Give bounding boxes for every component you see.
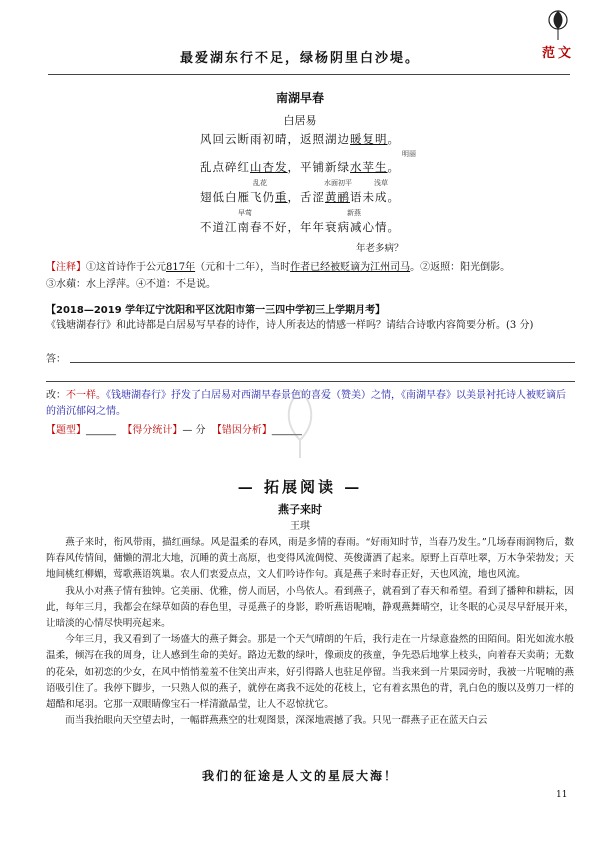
page-number: 11 <box>556 790 568 800</box>
score-blank[interactable]: — 分 <box>182 425 206 436</box>
header-motto: 最爱湖东行不足，绿杨阴里白沙堤。 <box>179 51 420 66</box>
gloss-grass: 浅草 <box>374 179 388 187</box>
answer-label: 答： <box>46 354 66 365</box>
notes-text: ①这首诗作于公元 <box>86 262 166 273</box>
gloss-water: 水面初平 <box>324 179 352 187</box>
gloss-flowers: 乱花 <box>253 179 267 187</box>
correction-label: 改： <box>46 390 66 401</box>
article-title: 燕子来时 <box>278 503 322 516</box>
type-blank[interactable]: ______ <box>86 425 116 436</box>
question-title: 【2018—2019 学年辽宁沈阳和平区沈阳市第一三四中学初三上学期月考】 <box>46 305 386 316</box>
poem-text: 风回云断雨初晴，返照湖边 <box>200 132 350 146</box>
poem-underlined: 水苹生 <box>350 160 388 174</box>
article-paragraph: 而当我抬眼向天空望去时，一幅群燕燕空的壮观图景，深深地震撼了我。只见一群燕子正在蓝天白云 <box>65 715 488 727</box>
section-title: — 拓展阅读 — <box>237 478 363 496</box>
poem-text: 乱点碎红 <box>200 160 250 174</box>
question-body: 《钱塘湖春行》和此诗都是白居易写早春的诗作，诗人所表达的情感一样吗？请结合诗歌内容简要分析。(3 分) <box>46 320 534 331</box>
poem-line-3 <box>0 189 600 205</box>
poem-text: 。 <box>387 132 400 146</box>
correction-text: 不一样。 <box>66 390 106 401</box>
poem-line-4 <box>0 219 600 235</box>
notes-text: 。②返照：阳光倒影。 <box>410 262 511 273</box>
notes-highlight: 作者已经被贬谪为江州司马 <box>290 262 411 273</box>
article-paragraph: 我从小对燕子情有独钟。它美丽、优雅，傍人而居，小鸟依人。看到燕子，就看到了春天和希望。看到了播种和耕耘，因此，每年三月，我都会在绿草如茵的春色里，寻觅燕子的身影，聆听燕语呢喃，静观燕舞晴空，让冬眠的心灵尽早舒展开来，让暗淡的心情尽快明亮起来。 <box>46 585 574 630</box>
score-label: 【得分统计】 <box>122 425 183 436</box>
article-paragraph: 燕子来时，衔风带雨，描红画绿。风是温柔的春风，雨是多情的春雨。“好雨知时节，当春乃发生。”几场春雨润物后，数阵春风传情间，傭懒的渭北大地，沉睡的黄土高原，也变得风流倜傥、英俊潇洒了起来。原野上百草吐翠，万木争荣勃发；天地间桃红柳媚，莺歌燕语筑巢。农人们衷爱点点，文人们吟诗作句。真是燕子来时春正好，天也风流，地也风流。 <box>46 537 574 581</box>
notes-text: ，当时 <box>260 262 291 273</box>
poem-text: 语未成。 <box>350 190 400 204</box>
poem-underlined: 黄鹂 <box>325 190 350 204</box>
poem-title: 南湖早春 <box>275 91 324 105</box>
article-body <box>46 535 574 729</box>
header-divider <box>48 74 570 75</box>
correction-text: 《钱塘湖春行》抒发了白居易对西湖早春景色的喜爱（赞美）之情，《南湖早春》以美景衬托诗人被贬谪后的消沉郁闷之情。 <box>46 390 566 417</box>
type-label: 【题型】 <box>46 425 86 436</box>
poem-author: 白居易 <box>283 114 317 127</box>
poem-text: ，舌涩 <box>287 190 325 204</box>
notes-text: ③水蘋：水上浮萍。④不道：不是说。 <box>46 279 216 290</box>
poem-text: 翅低白雁飞仍 <box>200 190 275 204</box>
poem-notes <box>46 259 576 293</box>
notes-text: （元和十二年） <box>195 262 261 273</box>
article-paragraph: 今年三月，我又看到了一场盛大的燕子舞会。那是一个天气晴朗的午后，我行走在一片绿意盎然的田陌间。阳光如流水般温柔，倾泻在我的周身，让人感到生命的美好。路边无数的绿叶，像顽皮的孩童，争先恐后地掌上枝头，向着春天卖萌；无数的花朵，如初恋的少女，在风中悄悄羞羞不住笑出声来，好引得路人也驻足停留。当我来到一片果园旁时，我被一片呢喃的燕语吸引住了。我停下脚步，一只熟人似的燕子，就停在离我不远处的花枝上，它有着玄黑色的背，乳白色的腹以及剪刀一样的超酷和尾羽。它那一双眼睛像宝石一样清澈晶莹，让人不忍惊扰它。 <box>46 634 574 711</box>
poem-line-2 <box>0 159 600 175</box>
flower-watermark-icon <box>270 380 330 460</box>
logo-text: 范文 <box>542 46 575 61</box>
gloss-bright: 明丽 <box>402 150 416 158</box>
article-author: 王琪 <box>290 521 310 532</box>
error-blank[interactable]: ______ <box>271 425 302 436</box>
gloss-old-sick: 年老多病？ <box>356 243 404 254</box>
poem-text: 不道江南春不好，年年衰病减心情。 <box>200 220 400 234</box>
error-label: 【错因分析】 <box>211 425 272 436</box>
poem-underlined: 山杏发 <box>250 160 288 174</box>
gloss-oriole: 早莺 <box>238 209 252 217</box>
footer-motto: 我们的征途是人文的星辰大海！ <box>201 769 398 783</box>
poem-line-1 <box>0 131 600 147</box>
poem-text: ，平铺新绿 <box>287 160 350 174</box>
poem-text: 。 <box>387 160 400 174</box>
poem-underlined: 重 <box>275 190 288 204</box>
poem-underlined: 暖复明 <box>350 132 388 146</box>
notes-label: 【注释】 <box>46 262 86 273</box>
gloss-swallow: 新燕 <box>347 209 361 217</box>
logo-flower-icon <box>538 6 578 46</box>
notes-year: 817年 <box>166 262 196 273</box>
answer-line[interactable] <box>70 362 575 363</box>
